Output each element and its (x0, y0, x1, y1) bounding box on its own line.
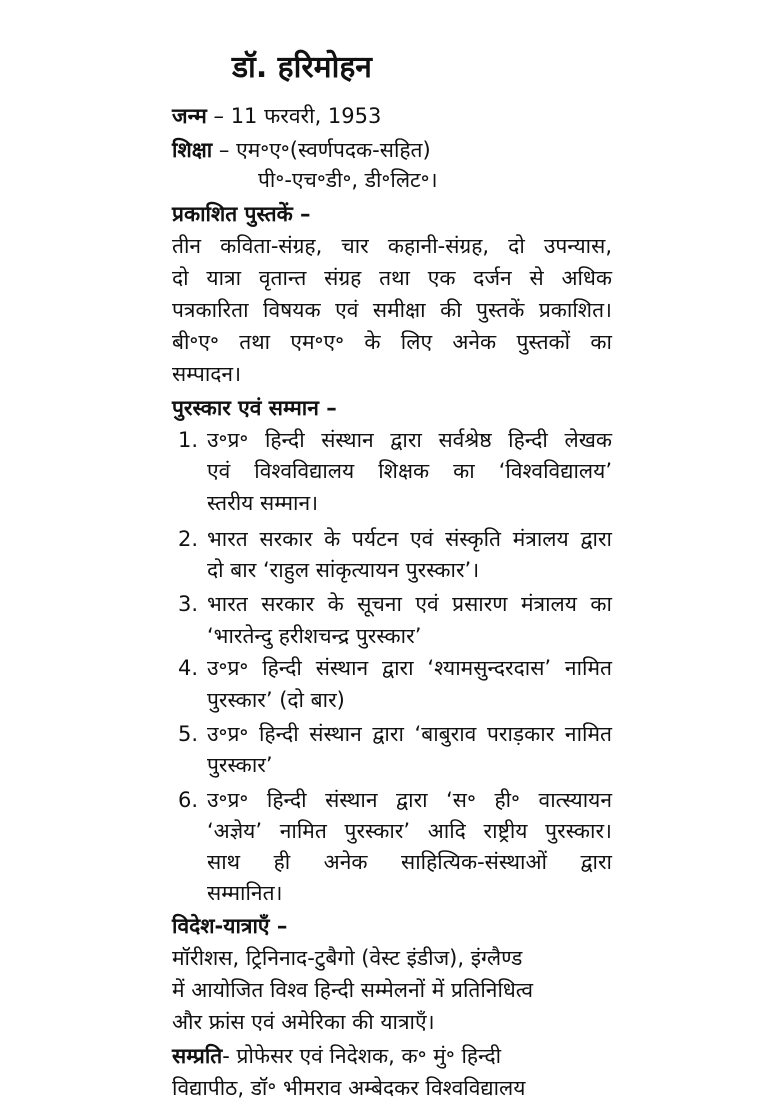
award-line: पुरस्कार’ (दो बार) (207, 688, 345, 712)
award-line: एवं विश्वविद्यालय शिक्षक का ‘विश्वविद्यालय’ (207, 459, 612, 483)
award-line: भारत सरकार के पर्यटन एवं संस्कृति मंत्रालय द्वारा (207, 527, 612, 551)
item-number: 6. (178, 788, 199, 812)
education-sep: – (212, 138, 237, 162)
current-value: - प्रोफेसर एवं निदेशक, क॰ मुं॰ हिन्दी (222, 1044, 502, 1068)
award-line: उ॰प्र॰ हिन्दी संस्थान द्वारा ‘श्यामसुन्दरदास’ नामित (207, 656, 612, 680)
birth-value: 11 फरवरी, 1953 (230, 104, 382, 128)
award-line: ‘अज्ञेय’ नामित पुरस्कार’ आदि राष्ट्रीय पुरस्कार। (207, 819, 612, 843)
education-line (172, 134, 612, 166)
travel-heading: विदेश-यात्राएँ – (172, 914, 288, 938)
books-line: बी॰ए॰ तथा एम॰ए॰ के लिए अनेक पुस्तकों का (172, 330, 612, 354)
item-number: 3. (178, 592, 199, 616)
travel-line: मॉरीशस, ट्रिनिनाद-टुबैगो (वेस्ट इंडीज), इंग्लैण्ड (172, 946, 523, 970)
item-number: 5. (178, 722, 199, 746)
books-line: दो यात्रा वृतान्त संग्रह तथा एक दर्जन से अधिक (172, 266, 612, 290)
item-number: 1. (178, 428, 199, 452)
books-line: सम्पादन। (172, 362, 242, 386)
education-label: शिक्षा (172, 138, 213, 162)
birth-sep: – (206, 104, 231, 128)
page-title: डॉ. हरिमोहन (232, 50, 372, 85)
item-number: 4. (178, 656, 199, 680)
award-line: भारत सरकार के सूचना एवं प्रसारण मंत्रालय का (207, 592, 612, 616)
current-line-2: विद्यापीठ, डॉ॰ भीमराव अम्बेदकर विश्वविद्यालय (172, 1076, 526, 1100)
awards-heading: पुरस्कार एवं सम्मान – (172, 396, 337, 420)
award-line: दो बार ‘राहुल सांकृत्यायन पुरस्कार’। (207, 558, 480, 582)
award-line: ‘भारतेन्दु हरीशचन्द्र पुरस्कार’ (207, 624, 422, 648)
travel-line: में आयोजित विश्व हिन्दी सम्मेलनों में प्रतिनिधित्व (172, 978, 534, 1002)
education-value: एम॰ए॰(स्वर्णपदक-सहित) (236, 138, 431, 162)
birth-label: जन्म (172, 104, 207, 128)
award-line: सम्मानित। (207, 881, 283, 905)
books-heading: प्रकाशित पुस्तकें – (172, 202, 311, 226)
item-number: 2. (178, 527, 199, 551)
current-label: सम्प्रति (172, 1044, 223, 1068)
current-line (172, 1040, 612, 1072)
education-line-2: पी॰-एच॰डी॰, डी॰लिट॰। (258, 168, 438, 192)
award-line: साथ ही अनेक साहित्यिक-संस्थाओं द्वारा (207, 850, 612, 874)
travel-line: और फ्रांस एवं अमेरिका की यात्राएँ। (172, 1010, 435, 1034)
books-line: तीन कविता-संग्रह, चार कहानी-संग्रह, दो उपन्यास, (172, 234, 612, 258)
birth-line (172, 100, 612, 132)
books-line: पत्रकारिता विषयक एवं समीक्षा की पुस्तकें प्रकाशित। (172, 298, 612, 322)
award-line: उ॰प्र॰ हिन्दी संस्थान द्वारा सर्वश्रेष्ठ हिन्दी लेखक (207, 428, 612, 452)
award-line: उ॰प्र॰ हिन्दी संस्थान द्वारा ‘बाबुराव पराड़कार नामित (207, 722, 612, 746)
award-line: स्तरीय सम्मान। (207, 491, 319, 515)
award-line: उ॰प्र॰ हिन्दी संस्थान द्वारा ‘स॰ ही॰ वात्स्यायन (207, 788, 612, 812)
award-line: पुरस्कार’ (207, 753, 273, 777)
